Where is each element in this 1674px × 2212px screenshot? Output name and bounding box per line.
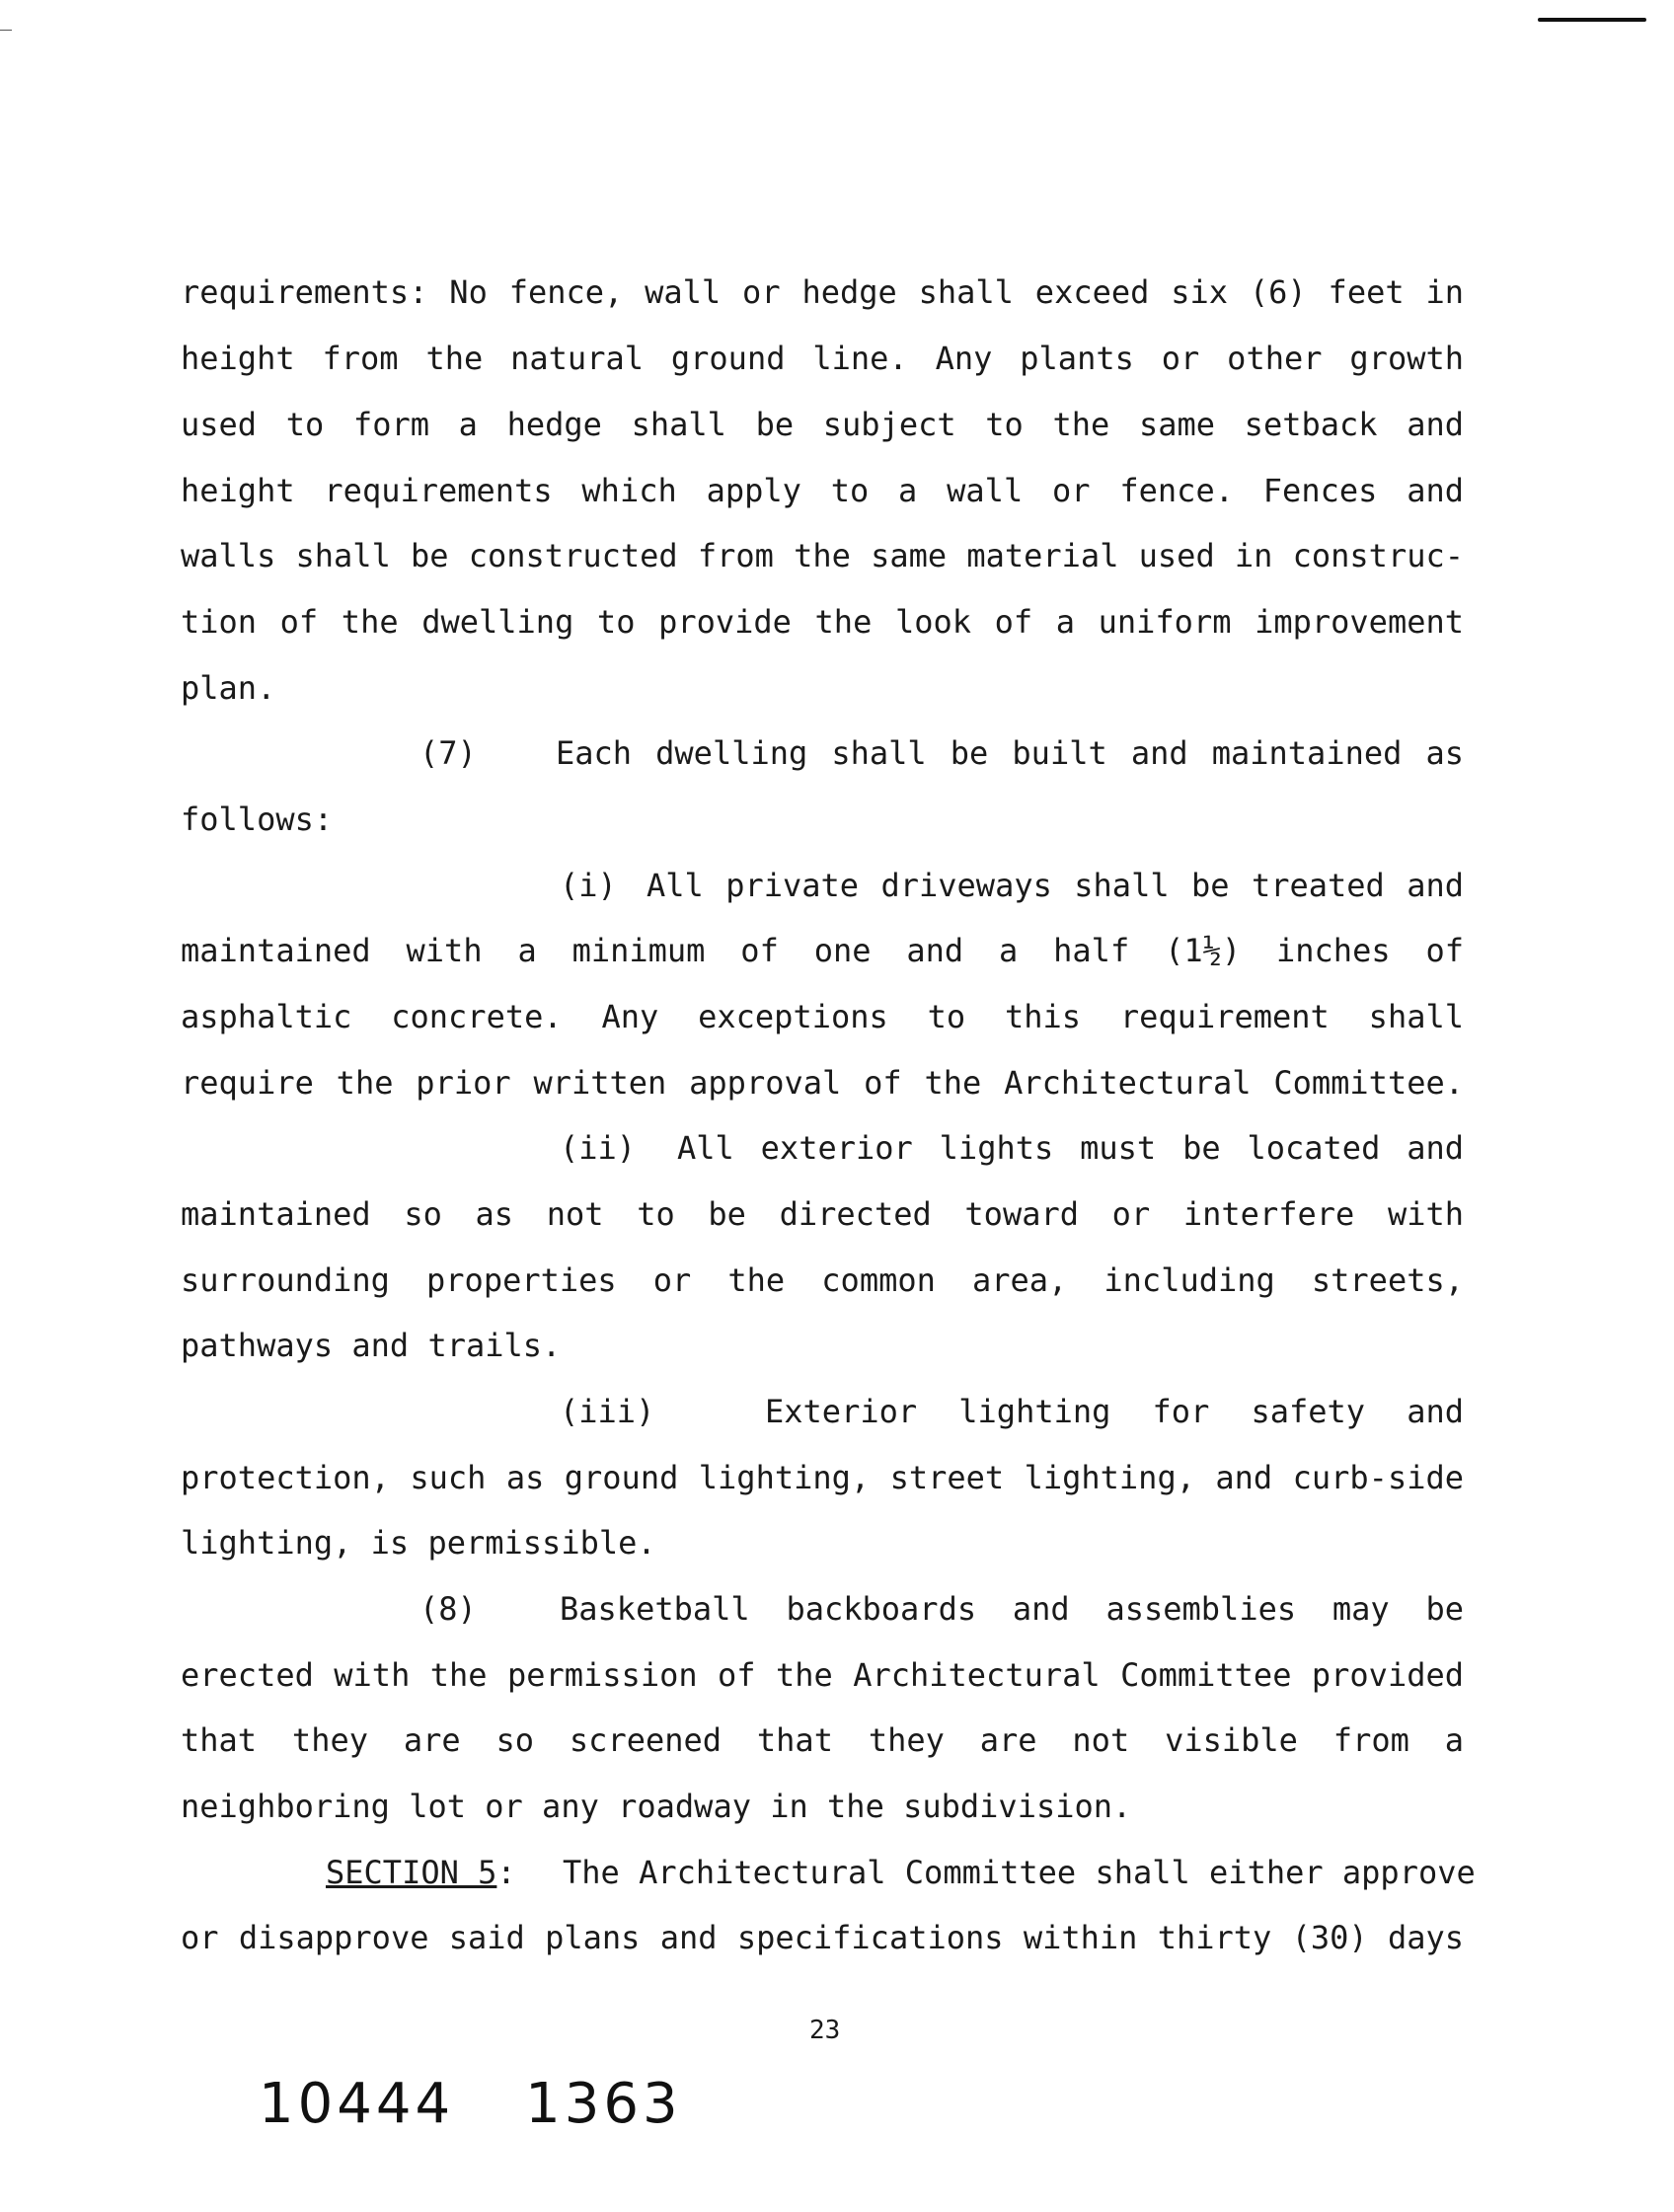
item-number: (i)	[560, 867, 617, 904]
item-text: All exterior lights must be located and	[677, 1129, 1464, 1167]
scan-mark	[0, 30, 12, 31]
book-page-number: 1363	[525, 2072, 682, 2136]
item-text: All private driveways shall be treated and	[647, 867, 1464, 904]
item-text: Each dwelling shall be built and maintained as	[556, 734, 1464, 772]
text-line: asphaltic concrete. Any exceptions to this requirement shall	[181, 998, 1464, 1035]
book-page-stamp	[259, 2073, 753, 2136]
text-line: erected with the permission of the Architectural Committee provided	[181, 1656, 1464, 1694]
text-line: that they are so screened that they are not visible from a	[181, 1721, 1464, 1759]
text-line: used to form a hedge shall be subject to the same setback and	[181, 406, 1464, 443]
text-line: plan.	[181, 669, 276, 707]
text-line: maintained so as not to be directed toward or interfere with	[181, 1195, 1464, 1233]
text-line: or disapprove said plans and specifications within thirty (30) days	[181, 1919, 1464, 1956]
item-text: Basketball backboards and assemblies may be	[560, 1590, 1464, 1628]
section-heading-colon: :	[496, 1854, 516, 1891]
item-text: The Architectural Committee shall either approve	[563, 1854, 1476, 1891]
item-number: (7)	[419, 734, 477, 772]
item-number: (ii)	[560, 1129, 637, 1167]
book-number: 10444	[259, 2072, 455, 2136]
text-line: tion of the dwelling to provide the look of a uniform improvement	[181, 603, 1464, 641]
text-line: height from the natural ground line. Any plants or other growth	[181, 340, 1464, 377]
item-number: (8)	[419, 1590, 477, 1628]
scan-mark	[1538, 18, 1646, 22]
page-number: 23	[809, 2016, 841, 2045]
text-line: protection, such as ground lighting, street lighting, and curb-side	[181, 1459, 1464, 1496]
text-line: lighting, is permissible.	[181, 1524, 656, 1562]
section-heading	[326, 1853, 516, 1892]
text-line: pathways and trails.	[181, 1327, 562, 1364]
section-heading-label: SECTION 5	[326, 1854, 497, 1891]
text-line: walls shall be constructed from the same material used in construc-	[181, 537, 1464, 574]
text-line: requirements: No fence, wall or hedge shall exceed six (6) feet in	[181, 273, 1464, 311]
text-line: maintained with a minimum of one and a half (1½) inches of	[181, 932, 1464, 969]
text-line: neighboring lot or any roadway in the subdivision.	[181, 1788, 1132, 1825]
text-line: height requirements which apply to a wall or fence. Fences and	[181, 472, 1464, 509]
item-number: (iii)	[560, 1393, 655, 1430]
text-line: require the prior written approval of the Architectural Committee.	[181, 1064, 1464, 1102]
item-text: Exterior lighting for safety and	[765, 1393, 1464, 1430]
text-line: surrounding properties or the common area, including streets,	[181, 1261, 1464, 1299]
text-line: follows:	[181, 801, 334, 838]
